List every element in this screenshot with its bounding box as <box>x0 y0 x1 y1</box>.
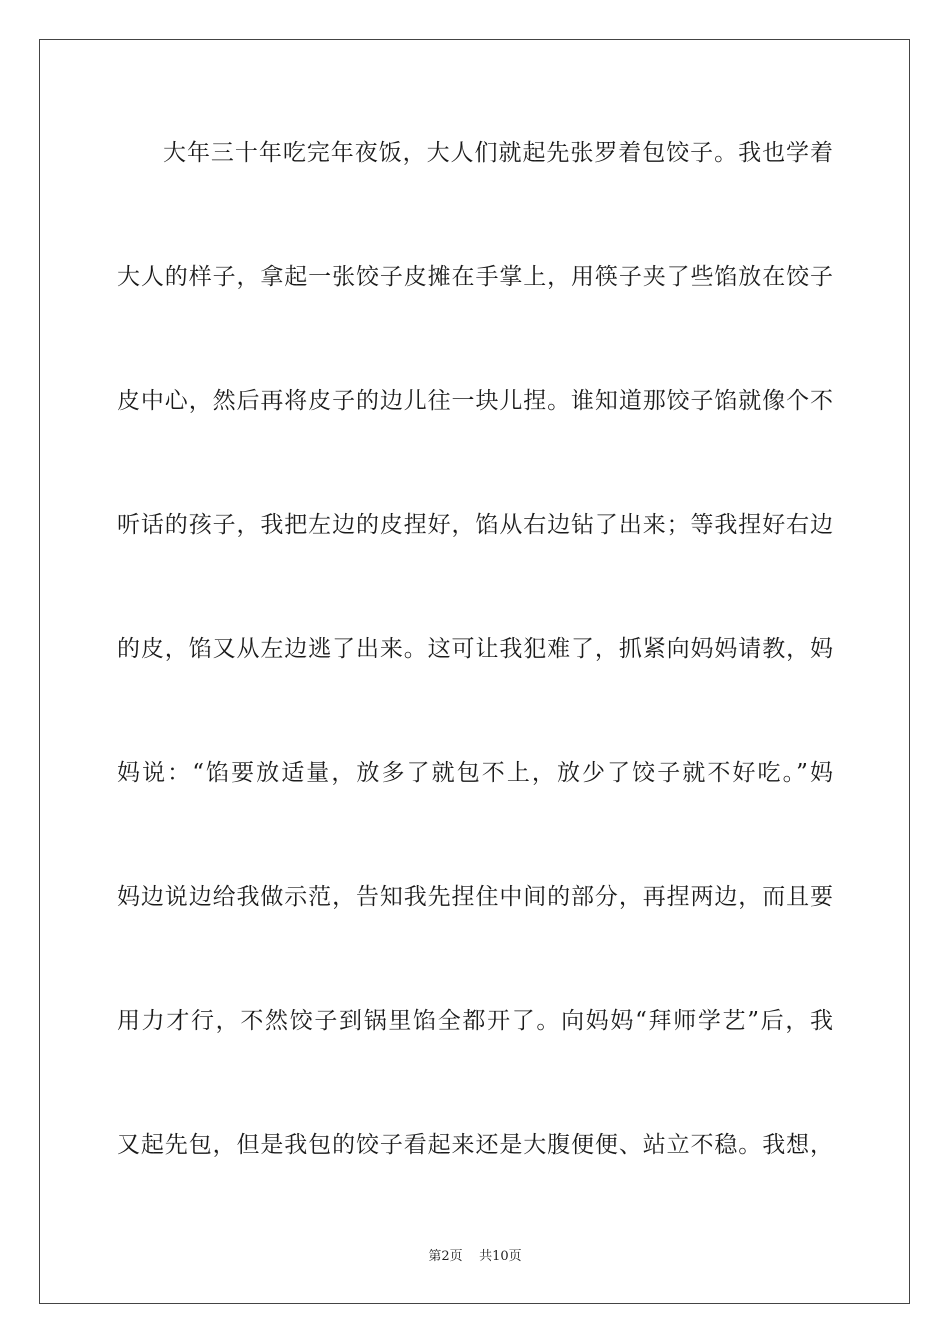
paragraph-line-5: 的皮，馅又从左边逃了出来。这可让我犯难了，抓紧向妈妈请教，妈 <box>117 636 833 662</box>
page-number-footer: 第2页 共10页 <box>428 1249 522 1264</box>
paragraph-line-6: 妈说：“馅要放适量，放多了就包不上，放少了饺子就不好吃。”妈 <box>117 760 833 786</box>
paragraph-line-1: 大年三十年吃完年夜饭，大人们就起先张罗着包饺子。我也学着 <box>163 140 833 166</box>
paragraph-line-8: 用力才行，不然饺子到锅里馅全都开了。向妈妈“拜师学艺”后，我 <box>117 1008 833 1034</box>
paragraph-line-3: 皮中心，然后再将皮子的边儿往一块儿捏。谁知道那饺子馅就像个不 <box>117 388 833 414</box>
paragraph-line-9: 又起先包，但是我包的饺子看起来还是大腹便便、站立不稳。我想， <box>117 1132 833 1158</box>
paragraph-line-2: 大人的样子，拿起一张饺子皮摊在手掌上，用筷子夹了些馅放在饺子 <box>117 264 833 290</box>
paragraph-line-7: 妈边说边给我做示范，告知我先捏住中间的部分，再捏两边，而且要 <box>117 884 833 910</box>
paragraph-line-4: 听话的孩子，我把左边的皮捏好，馅从右边钻了出来；等我捏好右边 <box>117 512 833 538</box>
page-frame <box>39 39 910 1304</box>
